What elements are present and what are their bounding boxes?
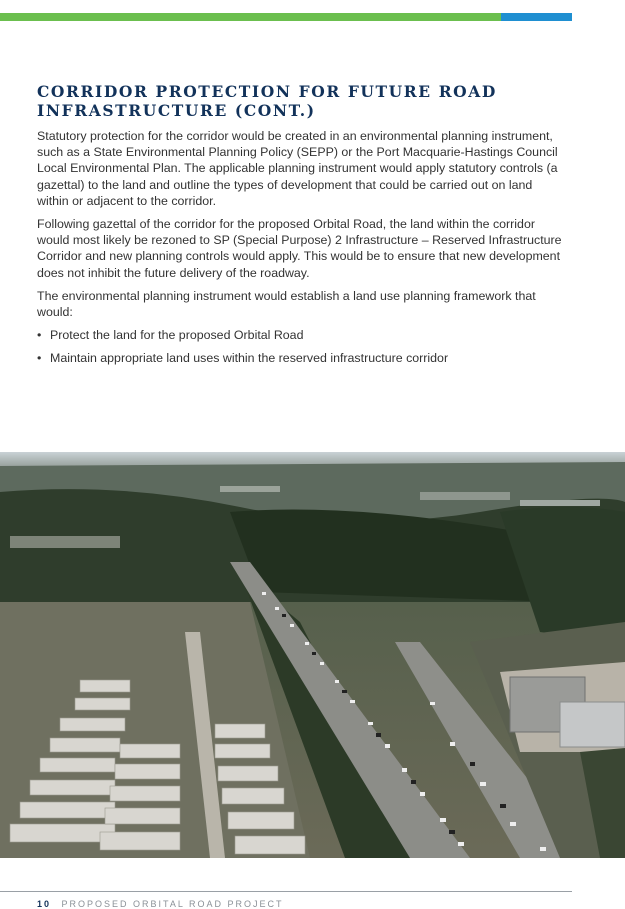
footer-title: PROPOSED ORBITAL ROAD PROJECT: [61, 899, 284, 909]
bullet-text: Protect the land for the proposed Orbital Road: [50, 328, 304, 343]
heading-line-1: CORRIDOR PROTECTION FOR FUTURE ROAD: [37, 82, 497, 101]
bullet-item: [37, 327, 565, 343]
aerial-road-photo: [0, 452, 625, 858]
section-heading: [37, 82, 565, 120]
top-color-bar: [0, 13, 572, 21]
paragraph-statutory-protection: Statutory protection for the corridor would be created in an environmental planning instrument, such as a State Environmental Planning Policy (SEPP) or the Port Macquarie-Hastings Council Local Environmental Plan. The applicable planning instrument would apply statutory controls (a gazettal) to the land and outline the types of development that could be carried out on land within or adjacent to the corridor.: [37, 129, 558, 208]
bullet-item: [37, 350, 565, 366]
heading-line-2: INFRASTRUCTURE (CONT.): [37, 101, 316, 120]
bullet-text: Maintain appropriate land uses within the reserved infrastructure corridor: [50, 351, 449, 366]
paragraph-gazettal-rezoning: Following gazettal of the corridor for the proposed Orbital Road, the land within the corridor would most likely be rezoned to SP (Special Purpose) 2 Infrastructure – Reserved Infrastructure Corridor and new planning controls would apply. This would be to ensure that new development does not inhibit the future delivery of the roadway.: [37, 217, 562, 280]
page-footer: [37, 899, 284, 909]
top-bar-green-segment: [0, 13, 501, 21]
top-bar-blue-segment: [501, 13, 572, 21]
framework-bullet-list: [37, 327, 565, 366]
paragraph-planning-framework: The environmental planning instrument would establish a land use planning framework that would:: [37, 288, 536, 320]
page-number: 10: [37, 899, 52, 909]
footer-divider: [0, 891, 572, 892]
bullet-marker: •: [37, 328, 42, 343]
main-content: [37, 82, 565, 374]
bullet-marker: •: [37, 351, 42, 366]
